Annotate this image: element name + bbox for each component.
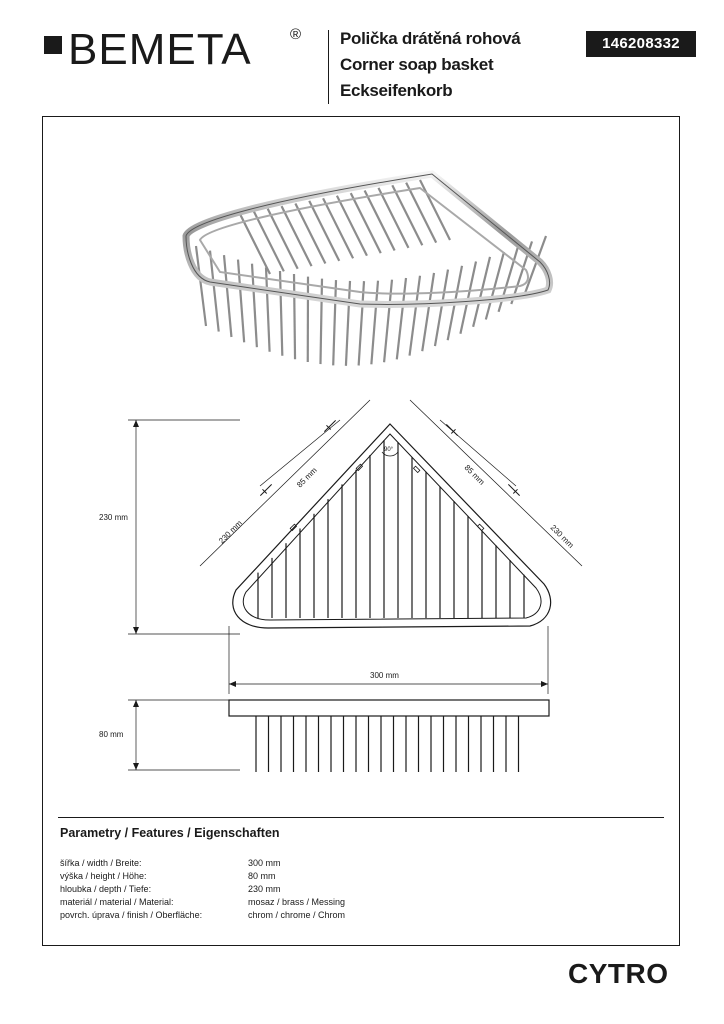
side-view-bars (256, 716, 519, 772)
spec-label: materiál / material / Material: (60, 897, 174, 907)
basket-wire (359, 281, 364, 365)
registered-mark: ® (290, 26, 302, 43)
basket-back-wire (323, 198, 353, 258)
dim-label-side-left: 230 mm (217, 518, 244, 546)
basket-back-wire (268, 209, 298, 269)
series-name: CYTRO (568, 958, 669, 989)
spec-value: 300 mm (248, 858, 281, 868)
basket-wire (294, 274, 295, 359)
title-cz: Polička drátěná rohová (340, 29, 521, 48)
side-view (229, 700, 549, 772)
basket-back-wire (365, 190, 395, 250)
screw-icon (258, 482, 274, 498)
dim-label-holes-left: 85 mm (295, 465, 319, 490)
dim-line-holes-left (260, 420, 340, 486)
arrow-up-side-icon (133, 700, 139, 707)
arrow-down-icon (133, 627, 139, 634)
product-code: 146208332 (586, 31, 696, 57)
spec-row (60, 896, 380, 909)
basket-back-wire (351, 193, 381, 253)
basket-wire (422, 273, 434, 351)
basket-back-wire (254, 211, 284, 271)
features-divider (58, 817, 664, 818)
spec-value: mosaz / brass / Messing (248, 897, 346, 907)
basket-back-wire (240, 214, 270, 274)
basket-back-wire (378, 188, 408, 248)
basket-wire (346, 281, 350, 366)
spec-value: 230 mm (248, 884, 281, 894)
spec-label: šířka / width / Breite: (60, 858, 142, 868)
basket-back-wire (406, 183, 436, 243)
basket-inner-rim (200, 188, 528, 294)
product-photo (186, 174, 550, 366)
mount-slot-right-upper (413, 466, 419, 472)
title-de: Eckseifenkorb (340, 81, 453, 100)
spec-row (60, 857, 380, 870)
basket-wire (320, 279, 322, 364)
basket-wire (333, 280, 336, 365)
dim-label-side-right: 230 mm (548, 523, 576, 550)
arrow-up-icon (133, 420, 139, 427)
spec-label: povrch. úprava / finish / Oberfläche: (60, 910, 203, 920)
spec-row (60, 870, 380, 883)
arrow-left-icon (229, 681, 236, 687)
top-view-bars (258, 440, 524, 618)
spec-row (60, 883, 380, 896)
spec-label: výška / height / Höhe: (60, 871, 147, 881)
basket-wire (435, 270, 448, 346)
dim-label-angle: 90° (384, 447, 394, 453)
features-title: Parametry / Features / Eigenschaften (60, 826, 280, 840)
basket-wire (410, 276, 420, 356)
dim-label-height-total: 230 mm (99, 513, 128, 522)
dim-label-width: 300 mm (370, 671, 399, 680)
basket-back-wire (282, 206, 312, 266)
dim-label-height-side: 80 mm (99, 730, 124, 739)
top-view (233, 424, 551, 628)
basket-wire (397, 278, 406, 359)
basket-wire (384, 280, 392, 363)
dim-label-holes-right: 85 mm (462, 463, 487, 487)
spec-label: hloubka / depth / Tiefe: (60, 884, 152, 894)
arrow-right-icon (541, 681, 548, 687)
basket-wire (196, 246, 206, 326)
mount-slot-right-lower (477, 524, 483, 530)
arrow-down-side-icon (133, 763, 139, 770)
basket-back-wire (392, 185, 422, 245)
basket-wire (238, 260, 244, 343)
spec-value: 80 mm (248, 871, 276, 881)
basket-back-wire (309, 201, 339, 261)
basket-back-wire (295, 204, 325, 264)
basket-wire (224, 255, 231, 337)
spec-row (60, 909, 380, 922)
screw-icon (322, 418, 338, 434)
top-view-outline-outer (233, 424, 551, 628)
dimension-arrows (133, 420, 548, 770)
spec-list (60, 857, 380, 922)
brand-name: BEMETA (68, 25, 252, 74)
title-en: Corner soap basket (340, 55, 494, 74)
basket-wire (280, 271, 282, 356)
basket-back-wire (337, 196, 367, 256)
side-view-rim (229, 700, 549, 716)
basket-wire (266, 268, 270, 352)
spec-value: chrom / chrome / Chrom (248, 910, 346, 920)
